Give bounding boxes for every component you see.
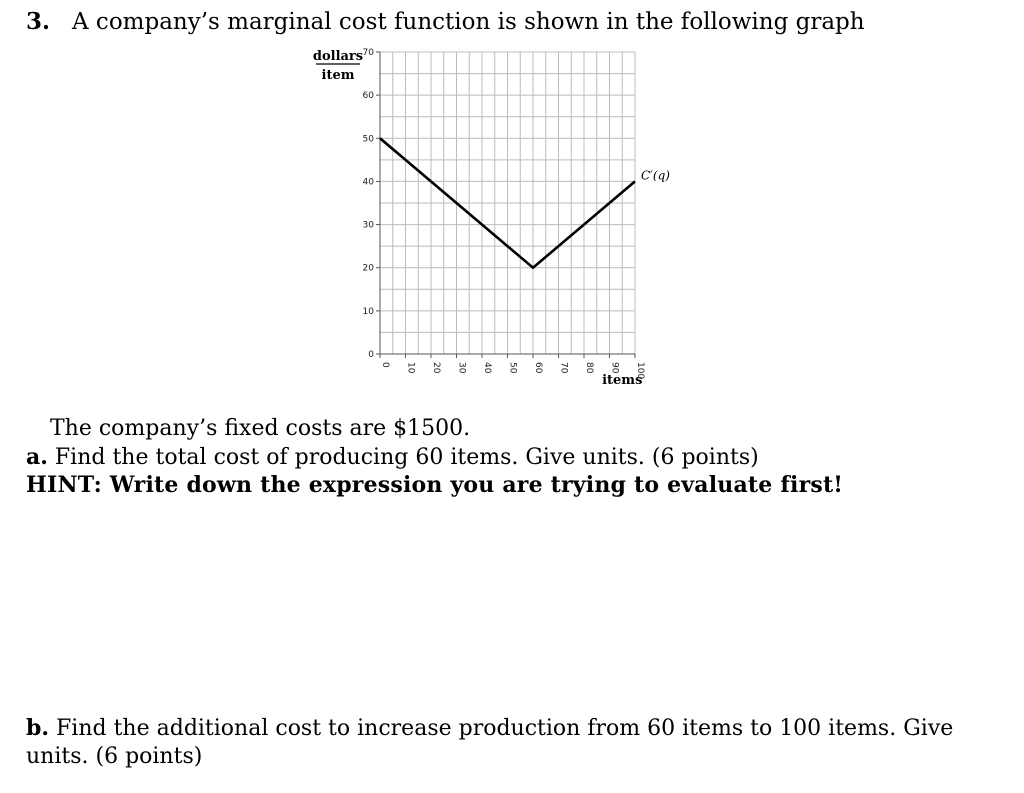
y-tick-label: 60 <box>362 91 374 102</box>
x-axis-label: items <box>602 373 643 388</box>
part-b <box>26 714 986 771</box>
chart-svg <box>310 44 680 392</box>
x-tick-label: 10 <box>405 362 416 374</box>
x-tick-label: 60 <box>533 362 543 374</box>
y-tick-label: 70 <box>362 48 374 58</box>
question-header <box>26 8 865 35</box>
part-a <box>26 444 759 470</box>
series-label: C′(q) <box>641 168 670 183</box>
y-tick-label: 10 <box>362 306 374 317</box>
x-tick-label: 40 <box>482 362 492 374</box>
hint: HINT: Write down the expression you are trying to evaluate first! <box>26 472 844 498</box>
y-tick-label: 50 <box>362 134 374 145</box>
x-tick-label: 20 <box>431 362 441 374</box>
question-text: A company’s marginal cost function is shown in the following graph <box>72 9 865 35</box>
y-axis-label-numerator: dollars <box>312 49 364 64</box>
x-tick-label: 0 <box>380 362 390 368</box>
x-tick-label: 50 <box>507 362 518 374</box>
x-tick-label: 100 <box>635 362 645 380</box>
x-tick-label: 70 <box>558 362 569 374</box>
y-tick-label: 0 <box>368 350 374 360</box>
question-number: 3. <box>26 8 51 35</box>
fixed-cost-statement: The company’s fixed costs are $1500. <box>50 416 471 441</box>
y-tick-label: 40 <box>362 177 374 188</box>
part-a-text: Find the total cost of producing 60 items. Give units. (6 points) <box>54 445 759 470</box>
part-b-text: Find the additional cost to increase production from 60 items to 100 items. Give units. (6 points) <box>26 716 954 769</box>
y-tick-label: 30 <box>362 220 374 231</box>
y-tick-label: 20 <box>362 263 374 274</box>
marginal-cost-graph <box>310 44 680 392</box>
part-b-label: b. <box>26 715 50 741</box>
x-tick-label: 30 <box>456 362 467 374</box>
x-tick-label: 90 <box>609 362 620 374</box>
part-a-label: a. <box>26 444 48 470</box>
y-axis-label-denominator: item <box>321 68 355 83</box>
x-tick-label: 80 <box>584 362 594 374</box>
